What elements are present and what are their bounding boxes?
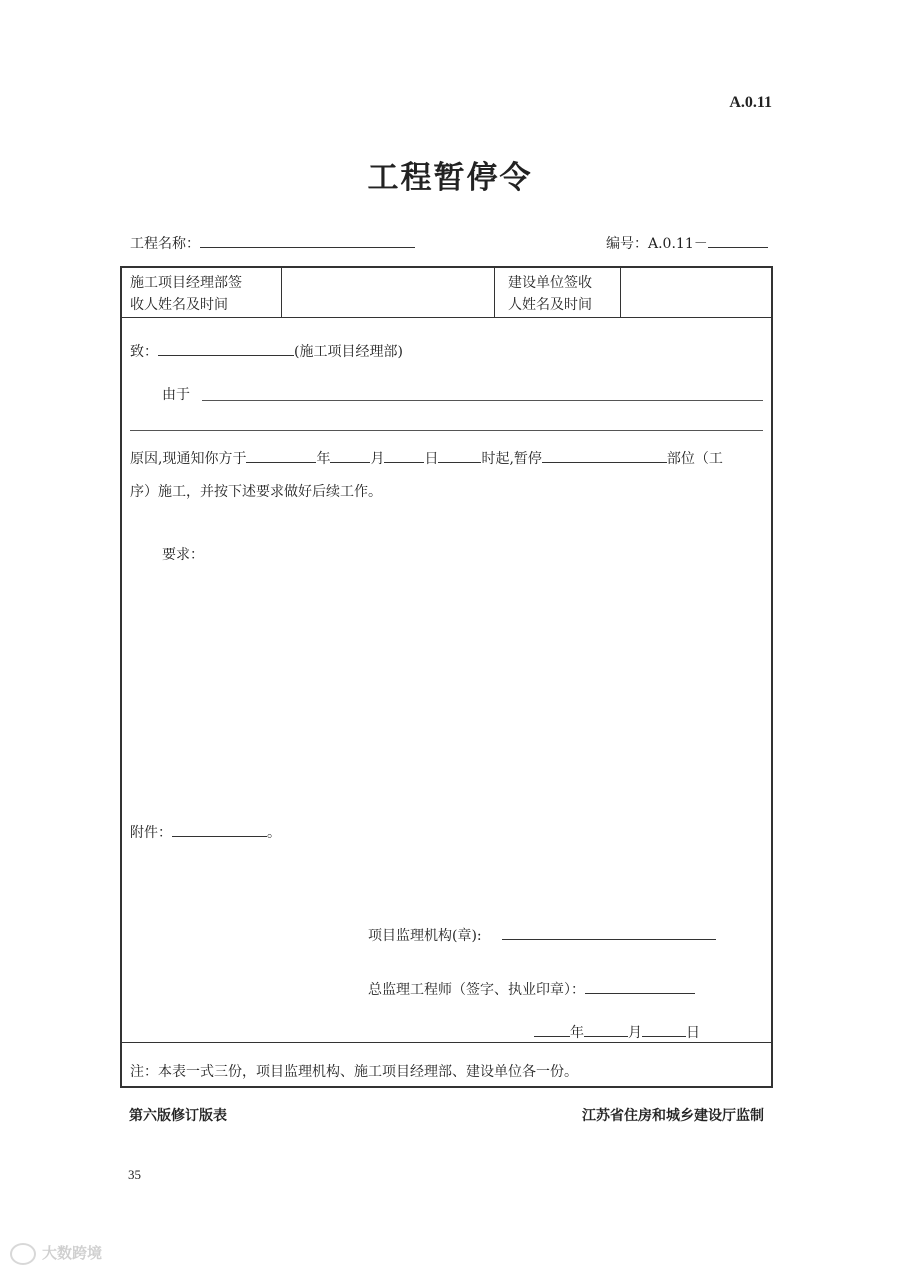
watermark-logo-icon [10, 1243, 36, 1265]
suspend-month-field[interactable] [330, 448, 370, 463]
note-top-line [122, 1042, 771, 1043]
requirements-label: 要求： [162, 547, 204, 563]
header-divider [620, 268, 621, 318]
follow-up-line: 序）施工，并按下述要求做好后续工作。 [130, 484, 382, 500]
reason-continuation-field[interactable] [130, 430, 763, 431]
sign-day-label: 日 [686, 1025, 700, 1041]
attachment-row [130, 822, 281, 842]
contractor-label-line1: 施工项目经理部签 [130, 275, 242, 291]
due-to-field[interactable] [202, 400, 763, 401]
project-name-label: 工程名称： [130, 236, 200, 252]
suspension-row [130, 448, 723, 468]
footer-issuer: 江苏省住房和城乡建设厅监制 [582, 1108, 764, 1124]
year-label: 年 [316, 451, 331, 467]
owner-signoff-field[interactable] [623, 270, 771, 316]
note-text: 注：本表一式三份，项目监理机构、施工项目经理部、建设单位各一份。 [130, 1064, 578, 1080]
part-label: 部位（工 [666, 451, 723, 467]
watermark-text: 大数跨境 [42, 1244, 103, 1262]
sign-year-label: 年 [570, 1025, 584, 1041]
project-name-field[interactable] [200, 233, 415, 248]
supervisor-org-row [368, 925, 716, 945]
reason-prefix: 原因,现通知你方于 [130, 451, 247, 467]
header-divider [494, 268, 495, 318]
to-suffix: (施工项目经理部) [294, 344, 403, 360]
watermark [10, 1242, 102, 1265]
sign-month-label: 月 [628, 1025, 642, 1041]
chief-engineer-row [368, 979, 695, 999]
supervisor-org-field[interactable] [502, 925, 716, 940]
sign-date-row [534, 1022, 700, 1042]
page-title: 工程暂停令 [367, 160, 533, 196]
day-label: 日 [424, 451, 439, 467]
suspend-year-field[interactable] [246, 448, 316, 463]
serial-row [606, 233, 768, 253]
suspend-hour-field[interactable] [438, 448, 481, 463]
chief-engineer-field[interactable] [585, 979, 695, 994]
contractor-signoff-label [130, 272, 242, 316]
header-divider [281, 268, 282, 318]
to-prefix: 致： [130, 344, 158, 360]
requirements-field[interactable] [162, 568, 762, 808]
page-number: 35 [128, 1167, 141, 1182]
to-row [130, 341, 403, 361]
form-box [120, 266, 773, 1088]
month-label: 月 [370, 451, 385, 467]
owner-label-line1: 建设单位签收 [508, 275, 592, 291]
attachment-end: 。 [267, 825, 281, 841]
contractor-label-line2: 收人姓名及时间 [130, 297, 228, 313]
project-name-row [130, 233, 415, 253]
chief-engineer-label: 总监理工程师（签字、执业印章）： [368, 982, 585, 998]
to-field[interactable] [158, 341, 294, 356]
suspend-part-field[interactable] [542, 448, 667, 463]
sign-day-field[interactable] [642, 1022, 686, 1037]
owner-label-line2: 人姓名及时间 [508, 297, 592, 313]
serial-field[interactable] [708, 233, 768, 248]
attachment-field[interactable] [172, 822, 267, 837]
footer-edition: 第六版修订版表 [129, 1108, 227, 1124]
header-bottom-line [122, 317, 771, 318]
owner-signoff-label [508, 272, 592, 316]
attachment-label: 附件： [130, 825, 172, 841]
due-to-label: 由于 [162, 387, 190, 403]
sign-year-field[interactable] [534, 1022, 570, 1037]
contractor-signoff-field[interactable] [284, 270, 492, 316]
suspend-day-field[interactable] [384, 448, 424, 463]
sign-month-field[interactable] [584, 1022, 628, 1037]
serial-label: 编号：A.0.11－ [606, 236, 708, 252]
supervisor-org-label: 项目监理机构(章): [368, 928, 482, 944]
form-code: A.0.11 [729, 94, 772, 111]
hour-start-label: 时起,暂停 [481, 451, 542, 467]
